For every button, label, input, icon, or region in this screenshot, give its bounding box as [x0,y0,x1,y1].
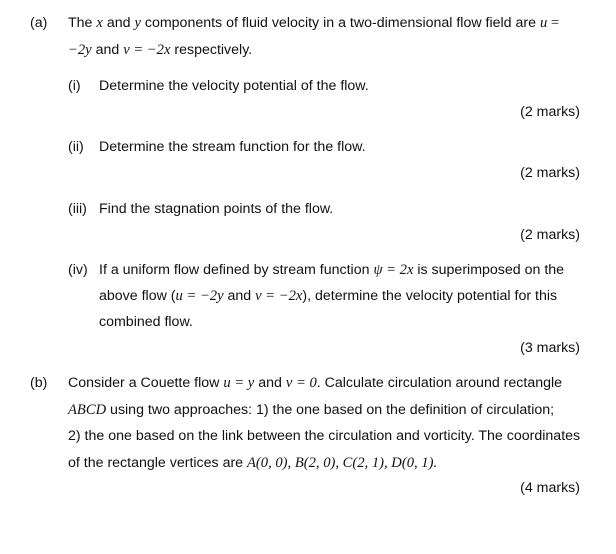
text: is superimposed on the [413,262,565,278]
text: and [102,15,135,31]
question-b-marks: (4 marks) [520,480,580,496]
question-b-line3: 2) the one based on the link between the circulation and vorticity. The coordinates [68,428,581,444]
question-b-line4 [68,453,437,473]
part-iv-label: (iv) [68,262,88,278]
part-i-text: Determine the velocity potential of the flow. [99,78,369,94]
math: = [547,15,560,31]
math: v = 0 [285,375,317,391]
math: u = y [223,375,255,391]
question-b-line1 [68,373,562,393]
text: of the rectangle vertices are [68,455,248,471]
math: u = −2y [175,288,224,304]
text: If a uniform flow defined by stream function [99,262,374,278]
math: x [96,15,103,31]
part-iii-marks: (2 marks) [520,227,580,243]
text: The [68,15,97,31]
question-a-label: (a) [30,15,48,31]
part-iii-text: Find the stagnation points of the flow. [99,201,334,217]
text: and [223,288,256,304]
part-iii-label: (iii) [68,201,87,217]
part-ii-label: (ii) [68,139,84,155]
text: above flow ( [99,288,176,304]
math: v = −2x [123,42,171,58]
text: using two approaches: 1) the one based on the definition of circulation; [106,402,555,418]
question-b-label: (b) [30,375,48,391]
part-iv-line2 [99,286,557,306]
text: Consider a Couette flow [68,375,224,391]
text: respectively. [170,42,253,58]
question-a-intro-line1 [68,13,559,33]
part-iv-marks: (3 marks) [520,340,580,356]
text: and [91,42,124,58]
question-a-intro-line2 [68,40,252,60]
part-ii-text: Determine the stream function for the flow. [99,139,366,155]
part-ii-marks: (2 marks) [520,165,580,181]
math: −2y [68,42,92,58]
question-b-line2 [68,400,554,420]
math: v = −2x [255,288,303,304]
text: . Calculate circulation around rectangle [316,375,563,391]
math: u [539,15,548,31]
text: and [254,375,286,391]
math: ABCD [68,402,107,418]
part-i-marks: (2 marks) [520,104,580,120]
text: components of fluid velocity in a two-dimensional flow field are [140,15,540,31]
part-iv-line3: combined flow. [99,314,193,330]
text: ), determine the velocity potential for this [302,288,558,304]
math: ψ = 2x [373,262,414,278]
part-iv-line1 [99,260,564,280]
math: A(0, 0), B(2, 0), C(2, 1), D(0, 1). [247,455,438,471]
part-i-label: (i) [68,78,81,94]
math: y [134,15,141,31]
